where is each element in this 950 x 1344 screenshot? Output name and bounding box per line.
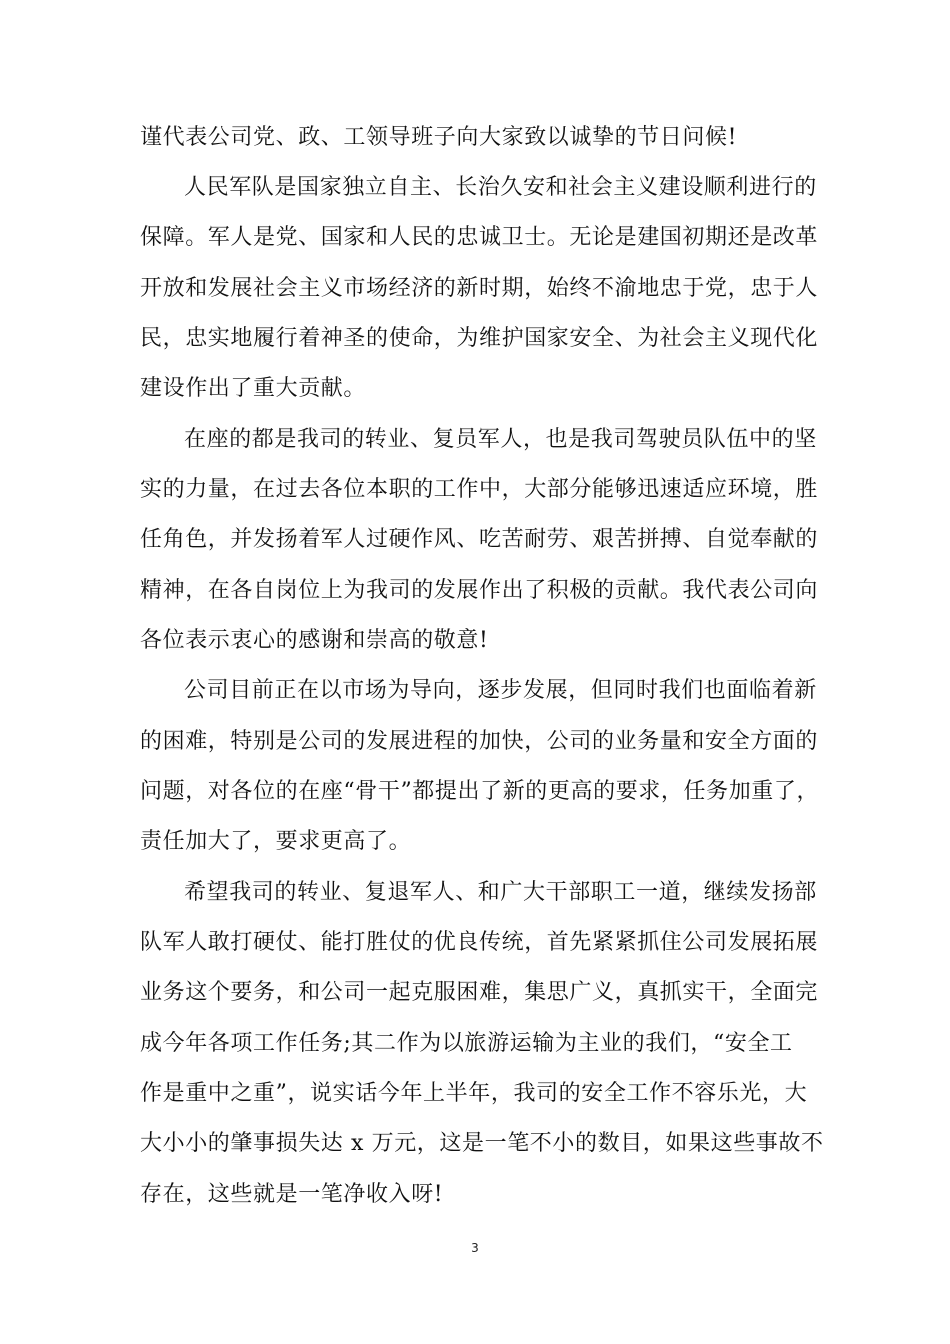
text-line: 任角色，并发扬着军人过硬作风、吃苦耐劳、艰苦拼搏、自觉奉献的 (140, 527, 819, 552)
text-line: 精神，在各自岗位上为我司的发展作出了积极的贡献。我代表公司向 (140, 578, 819, 603)
paragraph-first-line: 希望我司的转业、复退军人、和广大干部职工一道，继续发扬部 (184, 880, 817, 905)
text-line: 实的力量，在过去各位本职的工作中，大部分能够迅速适应环境，胜 (140, 477, 819, 502)
text-line: 大小小的肇事损失达 x 万元，这是一笔不小的数目，如果这些事故不 (140, 1131, 824, 1156)
text-line: 建设作出了重大贡献。 (140, 376, 367, 401)
text-line: 责任加大了，要求更高了。 (140, 829, 412, 854)
text-line: 存在，这些就是一笔净收入呀! (140, 1182, 444, 1207)
paragraph-first-line: 人民军队是国家独立自主、长治久安和社会主义建设顺利进行的 (184, 175, 817, 200)
text-line: 民，忠实地履行着神圣的使命，为维护国家安全、为社会主义现代化 (140, 326, 819, 351)
text-line: 问题，对各位的在座“骨干”都提出了新的更高的要求，任务加重了， (140, 779, 820, 804)
text-line: 成今年各项工作任务;其二作为以旅游运输为主业的我们，“安全工 (140, 1031, 793, 1056)
text-line: 保障。军人是党、国家和人民的忠诚卫士。无论是建国初期还是改革 (140, 225, 819, 250)
page-number: 3 (471, 1241, 479, 1255)
text-line: 业务这个要务，和公司一起克服困难，集思广义，真抓实干，全面完 (140, 980, 819, 1005)
text-line: 的困难，特别是公司的发展进程的加快，公司的业务量和安全方面的 (140, 729, 819, 754)
text-line: 各位表示衷心的感谢和崇高的敬意! (140, 628, 489, 653)
paragraph-first-line: 在座的都是我司的转业、复员军人，也是我司驾驶员队伍中的坚 (184, 427, 817, 452)
text-line: 作是重中之重”，说实话今年上半年，我司的安全工作不容乐光，大 (140, 1081, 808, 1106)
text-line: 开放和发展社会主义市场经济的新时期，始终不渝地忠于党，忠于人 (140, 276, 819, 301)
text-line: 队军人敢打硬仗、能打胜仗的优良传统，首先紧紧抓住公司发展拓展 (140, 930, 819, 955)
text-line: 谨代表公司党、政、工领导班子向大家致以诚挚的节日问候! (140, 125, 738, 150)
paragraph-first-line: 公司目前正在以市场为导向，逐步发展，但同时我们也面临着新 (184, 678, 817, 703)
